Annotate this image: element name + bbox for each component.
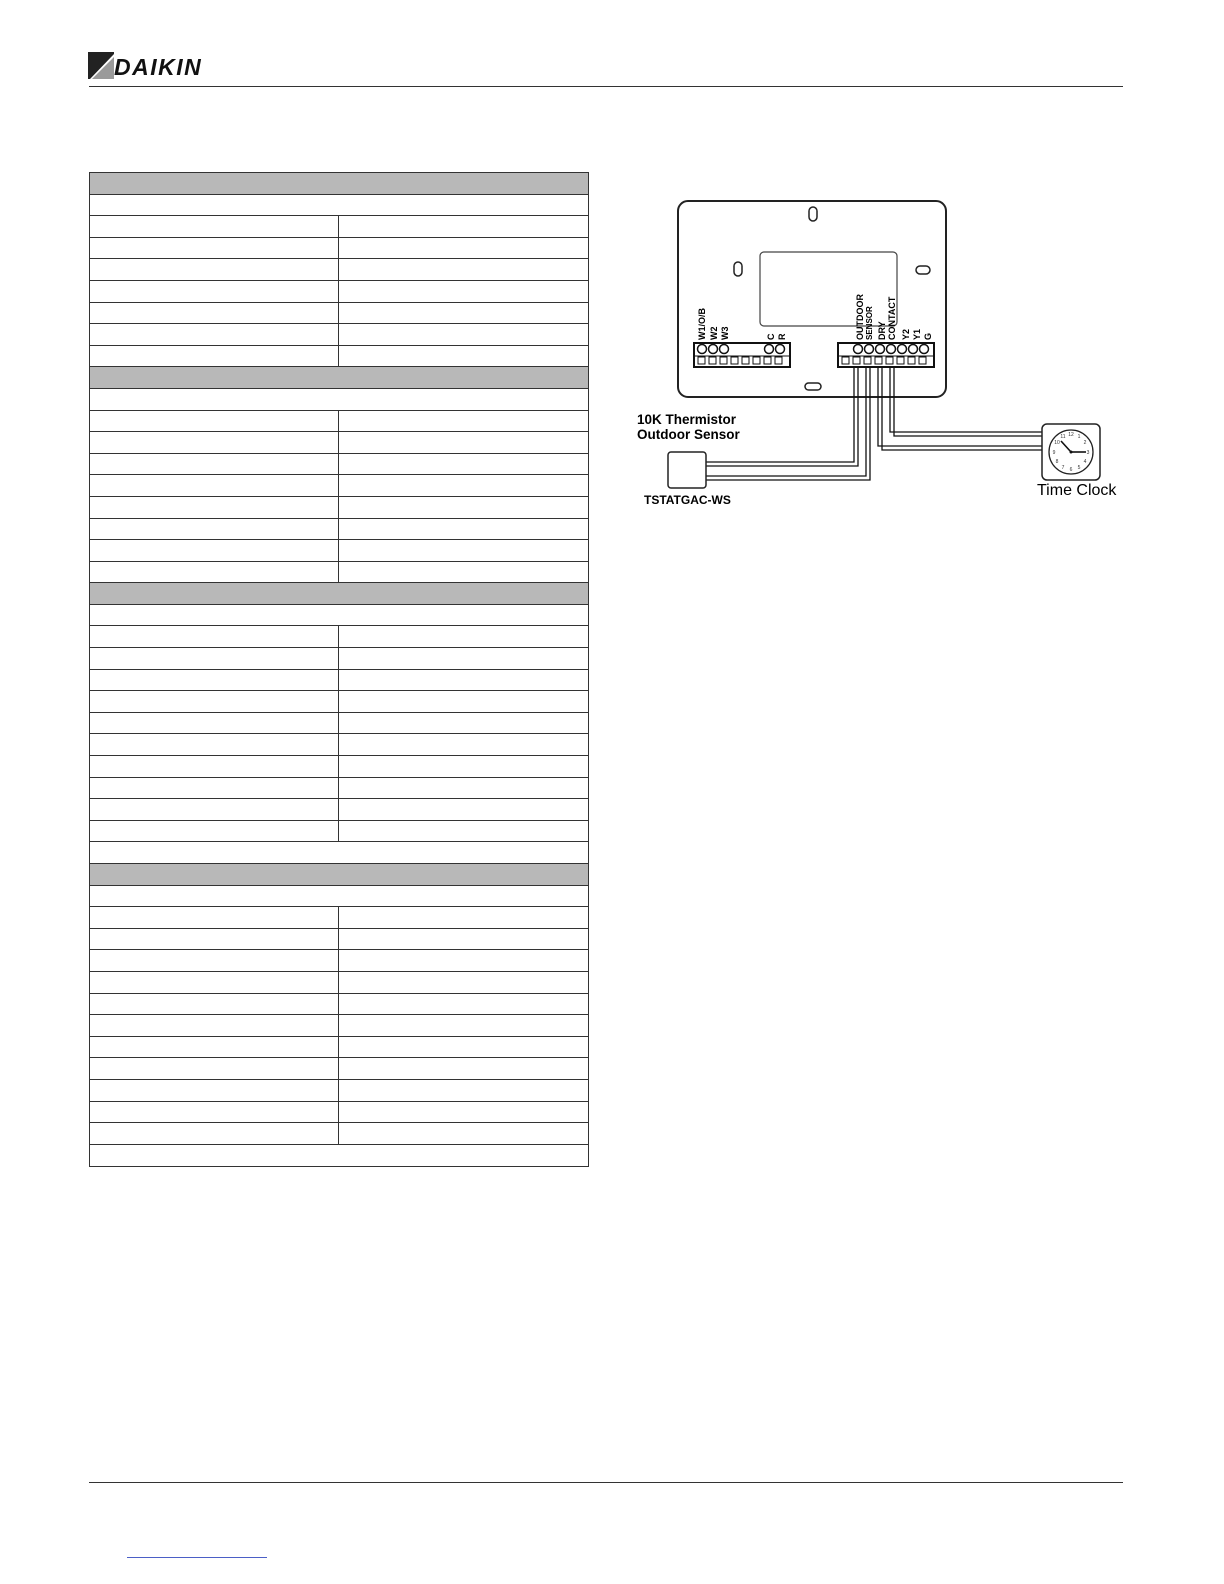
table-row xyxy=(90,454,588,476)
terminal-label-w3: W3 xyxy=(720,326,730,340)
sensor-model-label: TSTATGAC-WS xyxy=(644,493,731,507)
time-clock-label: Time Clock xyxy=(1037,482,1117,499)
daikin-logo-mark-icon xyxy=(88,52,114,80)
table-row xyxy=(90,778,588,800)
terminal-label-c: C xyxy=(766,333,776,340)
mounting-slot-icon xyxy=(734,262,742,276)
table-row xyxy=(90,1102,588,1124)
brand-name: DAIKIN xyxy=(114,54,203,80)
table-row xyxy=(90,195,588,217)
table-row xyxy=(90,324,588,346)
clock-number: 8 xyxy=(1055,459,1059,465)
table-row xyxy=(90,562,588,584)
table-row xyxy=(90,1058,588,1080)
wiring-diagram-drawing xyxy=(620,190,1120,520)
table-row xyxy=(90,972,588,994)
table-row xyxy=(90,475,588,497)
terminal-label-g: G xyxy=(923,332,933,340)
table-row xyxy=(90,1080,588,1102)
sensor-title-line2: Outdoor Sensor xyxy=(637,427,740,442)
clock-number: 10 xyxy=(1054,440,1060,446)
terminal-label-w2: W2 xyxy=(709,326,719,340)
table-row xyxy=(90,734,588,756)
table-row xyxy=(90,907,588,929)
footer-rule xyxy=(89,1482,1123,1483)
header-rule xyxy=(89,86,1123,87)
sensor-title-line1: 10K Thermistor xyxy=(637,412,737,427)
mounting-slot-icon xyxy=(809,207,817,221)
clock-number: 9 xyxy=(1052,450,1056,456)
table-row xyxy=(90,497,588,519)
clock-number: 2 xyxy=(1083,440,1087,446)
clock-number: 4 xyxy=(1083,459,1087,465)
table-section-header xyxy=(90,173,588,195)
table-row xyxy=(90,281,588,303)
clock-number: 11 xyxy=(1060,434,1066,440)
table-row xyxy=(90,756,588,778)
right-terminal-block xyxy=(838,343,934,367)
terminal-label-contact: CONTACT xyxy=(887,296,897,340)
table-row xyxy=(90,821,588,843)
table-row xyxy=(90,1145,588,1167)
table-row xyxy=(90,1037,588,1059)
clock-number: 6 xyxy=(1069,467,1073,473)
clock-number: 5 xyxy=(1077,465,1081,471)
clock-number: 1 xyxy=(1077,434,1081,440)
table-row xyxy=(90,1015,588,1037)
table-row xyxy=(90,929,588,951)
terminal-label-outdoor: OUTDOOR xyxy=(855,294,865,340)
daikin-logo xyxy=(88,52,218,82)
table-row xyxy=(90,216,588,238)
table-row xyxy=(90,389,588,411)
table-section-header xyxy=(90,583,588,605)
table-row xyxy=(90,648,588,670)
table-row xyxy=(90,799,588,821)
table-row xyxy=(90,950,588,972)
table-section-header xyxy=(90,367,588,389)
table-row xyxy=(90,238,588,260)
mounting-slot-icon xyxy=(805,383,821,390)
table-row xyxy=(90,411,588,433)
table-row xyxy=(90,994,588,1016)
table-row xyxy=(90,259,588,281)
table-row xyxy=(90,1123,588,1145)
left-terminal-block xyxy=(694,343,790,367)
terminal-label-w1ob: W1/O/B xyxy=(697,307,707,340)
table-section-header xyxy=(90,864,588,886)
wiring-diagram xyxy=(620,190,1120,520)
clock-number: 12 xyxy=(1068,432,1074,438)
sensor-title xyxy=(637,412,740,442)
table-row xyxy=(90,842,588,864)
table-row xyxy=(90,670,588,692)
table-row xyxy=(90,540,588,562)
terminal-label-dry: DRY xyxy=(877,321,887,340)
clock-number: 7 xyxy=(1061,465,1065,471)
terminal-label-sensor: SENSOR xyxy=(865,306,874,340)
table-row xyxy=(90,886,588,908)
mounting-slot-icon xyxy=(916,266,930,274)
table-row xyxy=(90,346,588,368)
table-row xyxy=(90,626,588,648)
table-row xyxy=(90,432,588,454)
display-window xyxy=(760,252,897,326)
table-row xyxy=(90,605,588,627)
terminal-label-y1: Y1 xyxy=(912,328,922,340)
thermistor-sensor-box xyxy=(668,452,706,488)
table-row xyxy=(90,519,588,541)
terminal-label-y2: Y2 xyxy=(901,328,911,340)
clock-number: 3 xyxy=(1086,450,1090,456)
table-row xyxy=(90,713,588,735)
terminal-label-r: R xyxy=(777,333,787,340)
footer-link-underline[interactable] xyxy=(127,1557,267,1558)
table-row xyxy=(90,691,588,713)
settings-table xyxy=(89,172,589,1167)
table-row xyxy=(90,303,588,325)
